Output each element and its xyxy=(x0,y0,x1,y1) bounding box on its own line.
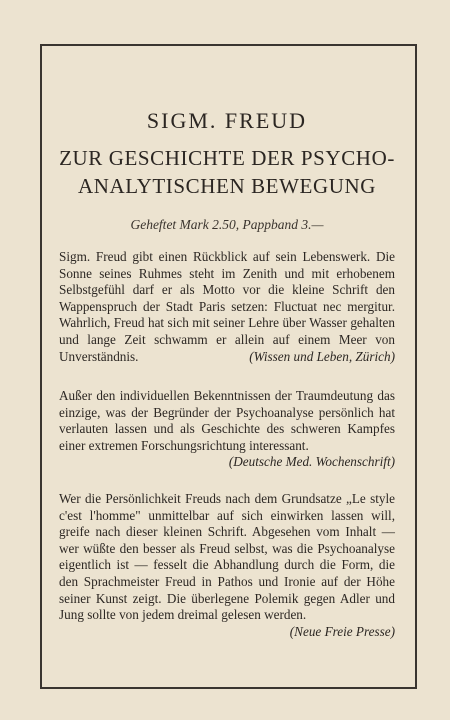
book-title-line-1: ZUR GESCHICHTE DER PSYCHO- xyxy=(59,146,395,170)
review-wissen-und-leben xyxy=(59,249,395,365)
review-neue-freie-presse xyxy=(59,491,395,640)
price-line: Geheftet Mark 2.50, Pappband 3.— xyxy=(130,217,324,232)
author-heading: SIGM. FREUD xyxy=(146,108,308,133)
review-deutsche-med-wochenschrift xyxy=(59,388,395,471)
review-text: Wer die Persönlichkeit Freuds nach dem Grundsatze „Le style c'est l'homme" unmittelbar auf sich einwirken lassen will, greife nach dieser kleinen Schrift. Abgesehen vom Inhalt — wer wüßte den besser als Freud selbst, was die Psychoanalyse eigentlich ist — fesselt die Abhandlung durch die Form, die den Sprachmeister Freud in Pathos und Ironie auf der Höhe seiner Kunst zeigt. Die überlegene Polemik gegen Adler und Jung sollte von jedem dreimal gelesen werden. xyxy=(59,491,395,623)
review-source: (Wissen und Leben, Zürich) xyxy=(249,348,395,364)
review-source: (Neue Freie Presse) xyxy=(289,623,395,639)
review-text: Sigm. Freud gibt einen Rückblick auf sein Lebenswerk. Die Sonne seines Ruhmes steht im Zenith und mit erhobenem Selbstgefühl darf er als Motto vor die kleine Schrift den Wappenspruch der Stadt Paris setzen: Fluctuat nec mergitur. Wahrlich, Freud hat sich mit seiner Lehre über Wasser gehalten und lange Zeit schwamm er allein auf einem Meer von Unverständnis. xyxy=(59,249,395,364)
book-title-line-2: ANALYTISCHEN BEWEGUNG xyxy=(77,174,377,198)
review-text: Außer den individuellen Bekenntnissen der Traumdeutung das einzige, was der Begründer der Psychoanalyse persönlich hat verlauten lassen und als Geschichte des schweren Kampfes einer extremen Forschungsrichtung interessant. xyxy=(59,388,395,453)
review-source: (Deutsche Med. Wochenschrift) xyxy=(228,454,395,470)
